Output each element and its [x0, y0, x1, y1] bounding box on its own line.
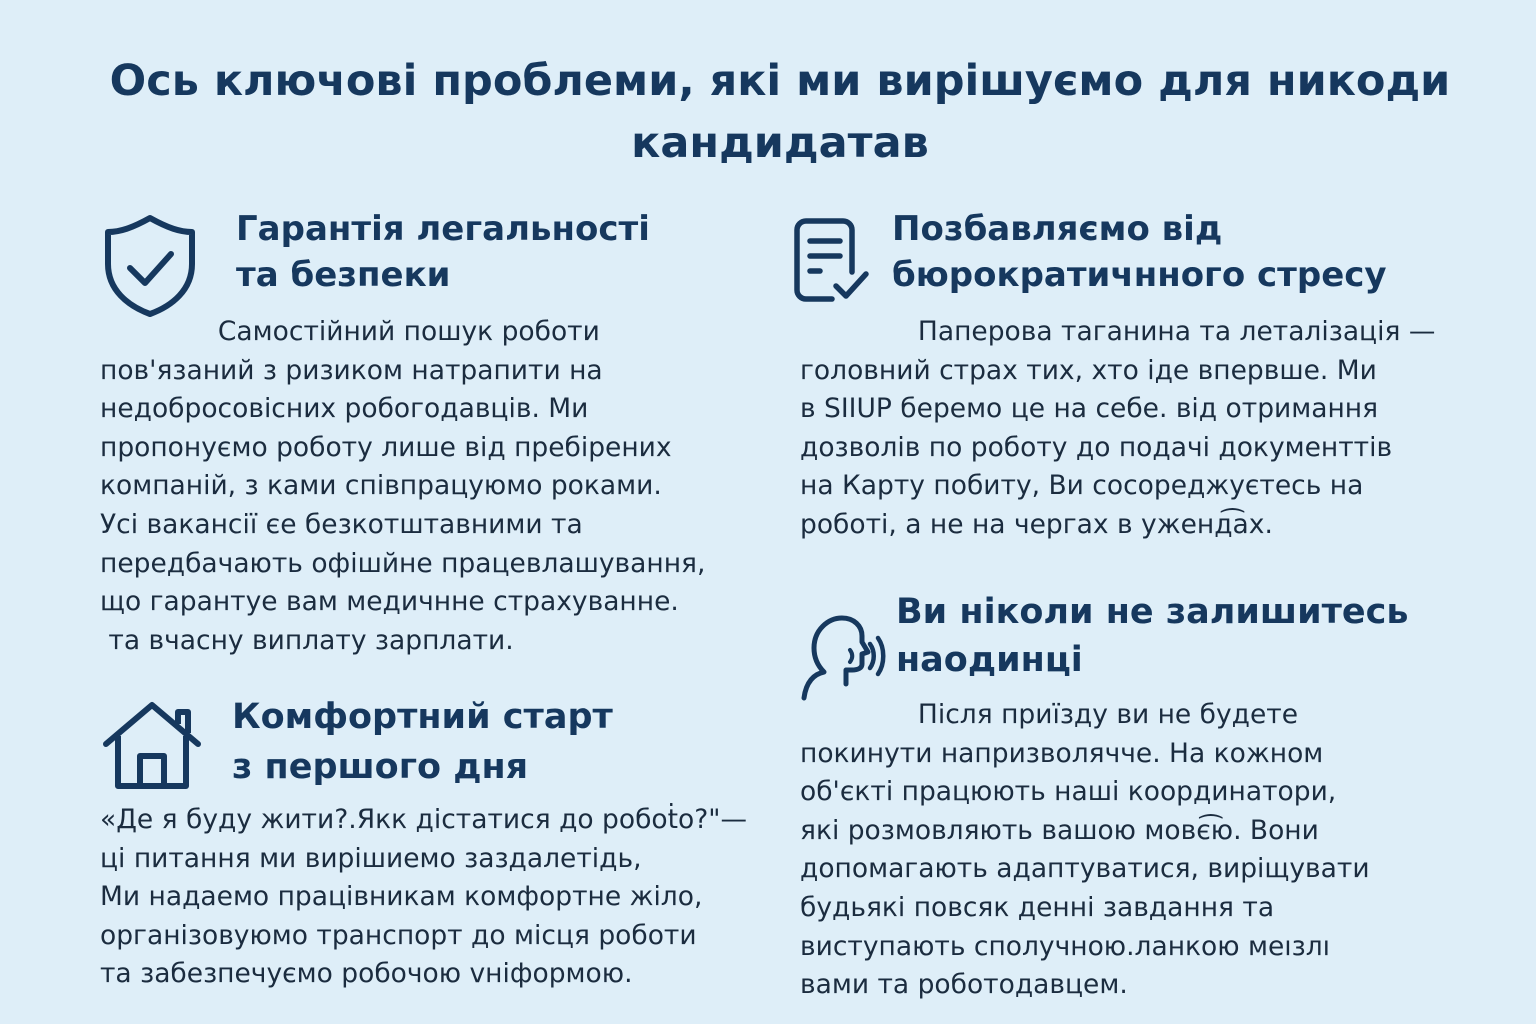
shield-check-icon — [102, 214, 198, 318]
section-text-bureaucracy: Паперова таганина та леталізація — головний страх тих, хто іде впервше. Ми в SIIUP беремо це на себе. від отримання дозволів по роботу до подачі документтів на Карту побиту, Ви сосореджуєтесь на роботі, а не на чергах в уженд͡ах. — [800, 316, 1436, 540]
section-text-support: Після приїзду ви не будете покинути напризволячче. На кожном об'єкті працюють наші координатори, які розмовляють вашою мовє͡ю. Вони допомагають адаптуватися, виріщувати будьякі повсяк денні завдання та виступають сполучною.ланкою меıзлı вами та роботодавцем. — [800, 699, 1370, 1001]
speaking-head-icon — [796, 612, 886, 702]
page-title: Ось ключові проблеми, які ми вирішуємо для никоди кандидатав — [109, 56, 1451, 168]
section-title-legality: Гарантія легальності та безпеки — [236, 209, 650, 295]
section-text-legality: Самостійний пошук роботи пов'язаний з ризиком натрапити на недобросовісних робогодавців. Ми пропонуємо роботу лише від пребірених компаній, з ками співпрацуюмо роками. Усі вакансії єе безкотштавними та передбачають офішйне працевлашування, що гарантуе вам медичнне страхуванне. та вчасну виплату зарплати. — [100, 316, 706, 656]
section-text-comfort: «Де я буду жити?.Якк дістатися до робоṫо?"— ці питання ми вирішиемо заздалетідь, Ми надаемо працівникам комфортне жіло, організовуюмо транспорт до місця роботи та забезпечуємо робочою vніформою. — [100, 804, 747, 990]
section-title-bureaucracy: Позбавляємо від бюрократичнного стресу — [892, 209, 1387, 295]
section-title-support: Ви ніколи не залишитесь наодинці — [896, 592, 1409, 680]
document-check-icon — [792, 216, 872, 306]
section-title-comfort: Комфортний старт з першого дня — [232, 697, 613, 787]
house-icon — [102, 700, 202, 792]
